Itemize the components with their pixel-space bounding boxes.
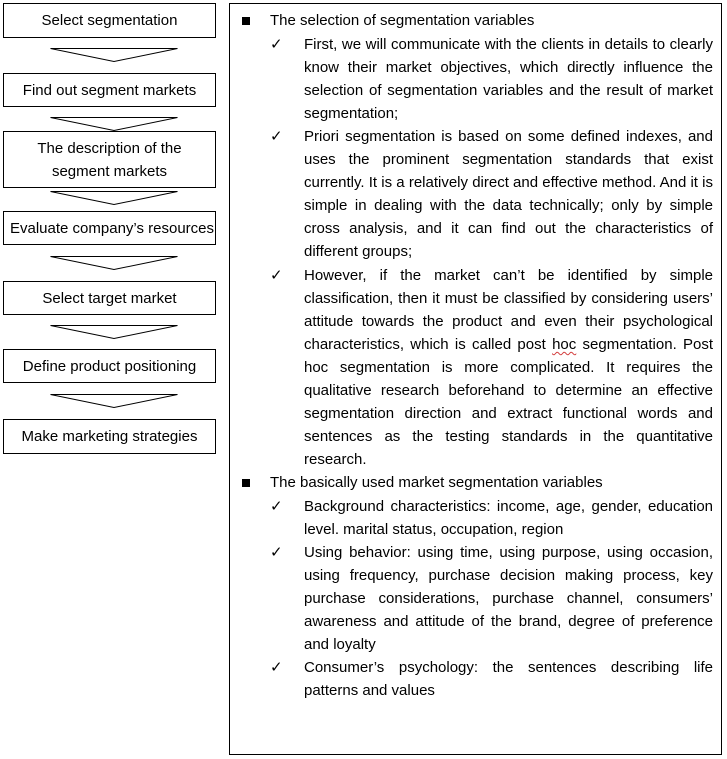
section-heading: The selection of segmentation variables <box>242 9 534 32</box>
step-find-segment-markets: Find out segment markets <box>3 73 216 107</box>
step-marketing-strategies: Make marketing strategies <box>3 419 216 454</box>
step-define-positioning: Define product positioning <box>3 349 216 383</box>
list-item-text: Using behavior: using time, using purpose, using occasion, using frequency, purchase decision making process, key purchase considerations, purchase channel, consumers’ awareness and attitude of the brand, degree of preference and loyalty <box>304 544 713 653</box>
list-item-text: However, if the market can’t be identified by simple classification, then it must be classified by considering users’ attitude towards the product and even their psychological characteristics, which is called post hoc segmentation. Post hoc segmentation is more complicated. It requires the qualitative research beforehand to determine an effective segmentation direction and extract functional words and sentences as the testing standards in the quantitative research. <box>304 267 714 468</box>
square-bullet-icon <box>242 17 250 25</box>
step-describe-segment-markets: The description of the segment markets <box>3 131 216 188</box>
check-icon: ✓ <box>270 543 283 561</box>
down-arrow-icon <box>50 256 178 270</box>
down-arrow-icon <box>50 117 178 131</box>
step-select-target-market: Select target market <box>3 281 216 315</box>
list-item-text: Consumer’s psychology: the sentences describing life patterns and values <box>304 659 713 699</box>
check-icon: ✓ <box>270 35 283 53</box>
down-arrow-icon <box>50 325 178 339</box>
list-item-text: First, we will communicate with the clients in details to clearly know their market objectives, which directly influence the selection of segmentation variables and the result of market segmentation; <box>304 36 713 122</box>
list-item-text: Priori segmentation is based on some defined indexes, and uses the prominent segmentation standards that exist currently. It is a relatively direct and effective method. And it is simple in dealing with the data technically; only by simple cross analysis, and it can find out the characteristics of different groups; <box>304 128 713 260</box>
check-icon: ✓ <box>270 658 283 676</box>
section-heading: The basically used market segmentation variables <box>242 471 603 494</box>
step-select-segmentation: Select segmentation <box>3 3 216 38</box>
list-item-text: Background characteristics: income, age, gender, education level. marital status, occupation, region <box>304 498 713 538</box>
square-bullet-icon <box>242 479 250 487</box>
check-icon: ✓ <box>270 266 283 284</box>
down-arrow-icon <box>50 48 178 62</box>
check-icon: ✓ <box>270 127 283 145</box>
check-icon: ✓ <box>270 497 283 515</box>
down-arrow-icon <box>50 191 178 205</box>
spellcheck-mark: hoc <box>552 336 577 353</box>
step-evaluate-resources: Evaluate company’s resources <box>3 211 216 245</box>
description-panel <box>229 3 722 755</box>
down-arrow-icon <box>50 394 178 408</box>
